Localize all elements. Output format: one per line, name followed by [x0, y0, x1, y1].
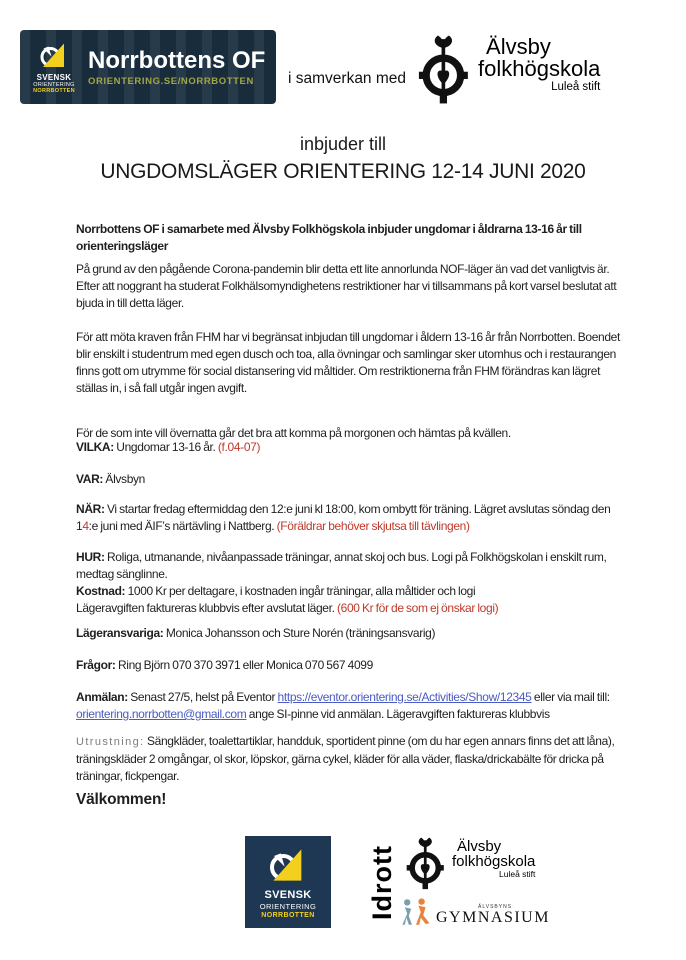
footer-school-line1: Älvsby	[457, 838, 502, 855]
gymnasium-small-text: ÄLVSBYNS	[478, 904, 513, 910]
field-utrustning	[76, 733, 630, 785]
badge-text-orientering: ORIENTERING	[33, 81, 75, 88]
hur-value: Roliga, utmanande, nivåanpassade träningar, annat skoj och bus. Logi på Folkhögskolan i enskilt rum, medtag sänglinne.	[76, 550, 607, 581]
badge-text-norrbotten: NORRBOTTEN	[33, 87, 75, 94]
idrott-logo	[367, 836, 398, 928]
paragraph-overnight: För de som inte vill övernatta går det bra att komma på morgonen och hämtas på kvällen.	[76, 426, 511, 440]
field-lageransvariga	[76, 625, 630, 642]
sof-text-norrbotten: NORRBOTTEN	[261, 911, 315, 919]
footer-school-line3: Luleå stift	[499, 868, 536, 879]
footer-logos	[245, 836, 550, 928]
fragor-label: Frågor:	[76, 658, 116, 672]
nar-label: NÄR:	[76, 502, 105, 516]
vilka-note: (f.04-07)	[217, 440, 261, 454]
nar-value-2: :e juni med ÄIF’s närtävling i Nattberg.	[88, 519, 277, 533]
field-vilka	[76, 439, 630, 456]
field-nar	[76, 501, 630, 535]
vilka-label: VILKA:	[76, 440, 114, 454]
svensk-orientering-logo	[245, 836, 331, 928]
field-var	[76, 471, 630, 488]
kostnad-value-1: 1000 Kr per deltagare, i kostnaden ingår träningar, alla måltider och logi	[125, 584, 476, 598]
intro-paragraph: Norrbottens OF i samarbete med Älvsby Folkhögskola inbjuder ungdomar i åldrarna 13-16 år till orienteringsläger	[76, 222, 582, 253]
welcome-text: Välkommen!	[76, 791, 167, 808]
nar-note: (Föräldrar behöver skjutsa till tävlingen)	[276, 519, 470, 533]
anmalan-label: Anmälan:	[76, 690, 128, 704]
email-link[interactable]: orientering.norrbotten@gmail.com	[76, 707, 247, 721]
field-hur-kostnad	[76, 549, 630, 617]
fragor-value: Ring Björn 070 370 3971 eller Monica 070 567 4099	[115, 658, 373, 672]
alvsbyns-gymnasium-logo	[400, 898, 550, 926]
school-name-line1: Älvsby	[486, 34, 551, 59]
anmalan-value-2: eller via mail till:	[531, 690, 610, 704]
svensk-orientering-badge	[28, 36, 80, 98]
idrott-text: Idrott	[367, 844, 397, 920]
paragraph-fhm: För att möta kraven från FHM har vi begränsat inbjudan till ungdomar i åldern 13-16 år från Norrbotten. Boendet blir enskilt i studentrum med egen dusch och toa, alla övningar och samlingar sker utomhus och i restaurangen finns gott om utrymme för social distansering vid måltider. Om restriktionerna från FHM förändras kan lägret ställas in, i så fall utgår ingen avgift.	[76, 330, 620, 395]
kostnad-value-2: Lägeravgiften faktureras klubbvis efter avslutat läger.	[76, 601, 337, 615]
var-value: Älvsbyn	[103, 472, 145, 486]
sof-text-orientering: ORIENTERING	[259, 901, 317, 911]
compass-icon	[38, 41, 70, 71]
kostnad-label: Kostnad:	[76, 584, 126, 598]
field-anmalan	[76, 689, 630, 723]
footer-school-line2: folkhögskola	[452, 853, 536, 871]
paragraph-corona: På grund av den pågående Corona-pandemin blir detta ett lite annorlunda NOF-läger än vad det vanligtvis är. Efter att noggrant ha studerat Folkhälsomyndighetens restriktioner har vi tillsammans på kort varsel beslutat att bjuda in till detta läger.	[76, 262, 617, 310]
alvsby-emblem-icon	[406, 836, 450, 890]
utrustning-value: Sängkläder, toalettartiklar, handduk, sportident pinne (om du har egen annars finns det att låna), träningskläder 2 omgångar, ol skor, löpskor, gärna cykel, kläder för alla väder, flaska/drickabälte för dricka på träningar, fickpengar.	[76, 734, 615, 783]
alvsby-folkhogskola-footer-logo	[406, 836, 550, 890]
alvsby-emblem-icon	[418, 32, 476, 106]
anmalan-value-1: Senast 27/5, helst på Eventor	[127, 690, 278, 704]
sof-text-svensk: SVENSK	[264, 888, 312, 901]
header	[20, 30, 672, 106]
badge-text-svensk: SVENSK	[36, 72, 72, 82]
gymnasium-name: GYMNASIUM	[436, 909, 550, 926]
nof-subtitle: ORIENTERING.SE/NORRBOTTEN	[88, 75, 254, 87]
gymnasium-figures-icon	[400, 898, 432, 926]
alvsby-folkhogskola-logo	[418, 32, 600, 106]
vilka-value: Ungdomar 13-16 år.	[113, 440, 218, 454]
compass-icon	[267, 846, 309, 886]
collaboration-text: i samverkan med	[288, 70, 407, 87]
utrustning-label: Utrustning:	[76, 736, 145, 748]
anmalan-value-3: ange SI-pinne vid anmälan. Lägeravgiften faktureras klubbvis	[246, 707, 550, 721]
school-name-line3: Luleå stift	[551, 80, 601, 93]
school-name-line2: folkhögskola	[478, 56, 601, 82]
norrbottens-of-logo	[20, 30, 276, 104]
event-title: UNGDOMSLÄGER ORIENTERING 12-14 JUNI 2020	[100, 160, 586, 183]
hur-label: HUR:	[76, 550, 105, 564]
kostnad-note: (600 Kr för de som ej önskar logi)	[336, 601, 499, 615]
eventor-link[interactable]: https://eventor.orientering.se/Activities/Show/12345	[277, 690, 532, 704]
invite-line: inbjuder till	[299, 134, 387, 154]
var-label: VAR:	[76, 472, 104, 486]
ansvariga-label: Lägeransvariga:	[76, 626, 164, 640]
nar-value-1: Vi startar fredag eftermiddag den 12:e juni kl 18:00, kom ombytt för träning. Lägret avslutas söndag den 1	[76, 502, 611, 533]
ansvariga-value: Monica Johansson och Sture Norén (träningsansvarig)	[163, 626, 436, 640]
nar-red-digit: 4	[82, 519, 89, 533]
nof-title: Norrbottens OF	[88, 46, 266, 74]
field-fragor	[76, 657, 630, 674]
